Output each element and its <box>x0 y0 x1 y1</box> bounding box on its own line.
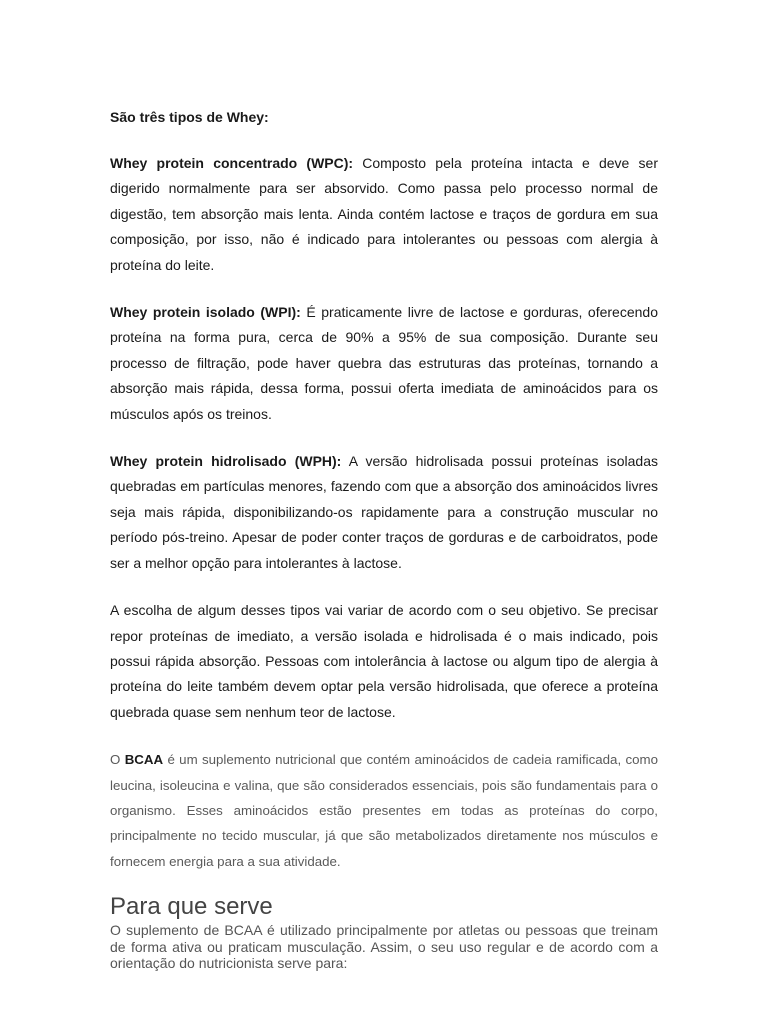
wph-term: Whey protein hidrolisado (WPH): <box>110 453 342 470</box>
wpi-term: Whey protein isolado (WPI): <box>110 304 301 321</box>
section-title: Para que serve <box>110 893 273 921</box>
wpi-paragraph <box>110 300 658 427</box>
wpc-paragraph <box>110 151 658 278</box>
whey-types-heading: São três tipos de Whey: <box>110 109 269 125</box>
document-body <box>110 107 658 972</box>
wph-text: A versão hidrolisada possui proteínas isoladas quebradas em partículas menores, fazendo com que a absorção dos aminoácidos livres seja mais rápida, disponibilizando-os rapidamente para a construção muscular no período pós-treino. Apesar de poder conter traços de gorduras e de carboidratos, pode ser a melhor opção para intolerantes à lactose. <box>110 453 658 571</box>
bcaa-paragraph <box>110 747 658 874</box>
wpc-term: Whey protein concentrado (WPC): <box>110 155 354 171</box>
wpi-text: É praticamente livre de lactose e gorduras, oferecendo proteína na forma pura, cerca de 90% a 95% de sua composição. Durante seu processo de filtração, pode haver quebra das estruturas das proteínas, tornando a absorção mais rápida, dessa forma, possui oferta imediata de aminoácidos para os músculos após os treinos. <box>110 304 658 422</box>
choice-paragraph: A escolha de algum desses tipos vai variar de acordo com o seu objetivo. Se precisar repor proteínas de imediato, a versão isolada e hidrolisada é o mais indicado, pois possui rápida absorção. Pessoas com intolerância à lactose ou algum tipo de alergia à proteína do leite também devem optar pela versão hidrolisada, que oferece a proteína quebrada quase sem nenhum teor de lactose. <box>110 602 658 720</box>
bcaa-text: é um suplemento nutricional que contém aminoácidos de cadeia ramificada, como leucina, isoleucina e valina, que são considerados essenciais, pois são fundamentais para o organismo. Esses aminoácidos estão presentes em todas as proteínas do corpo, principalmente no tecido muscular, já que são metabolizados diretamente nos músculos e fornecem energia para a sua atividade. <box>110 752 658 869</box>
bcaa-term: BCAA <box>124 752 164 768</box>
wpc-text: Composto pela proteína intacta e deve ser digerido normalmente para ser absorvido. Como passa pelo processo normal de digestão, tem absorção mais lenta. Ainda contém lactose e traços de gordura em sua composição, por isso, não é indicado para intolerantes ou pessoas com alergia à proteína do leite. <box>110 155 658 273</box>
section-paragraph: O suplemento de BCAA é utilizado principalmente por atletas ou pessoas que treinam de forma ativa ou praticam musculação. Assim, o seu uso regular e de acordo com a orientação do nutricionista serve para: <box>110 922 658 972</box>
wph-paragraph <box>110 449 658 576</box>
bcaa-prefix: O <box>110 752 125 768</box>
